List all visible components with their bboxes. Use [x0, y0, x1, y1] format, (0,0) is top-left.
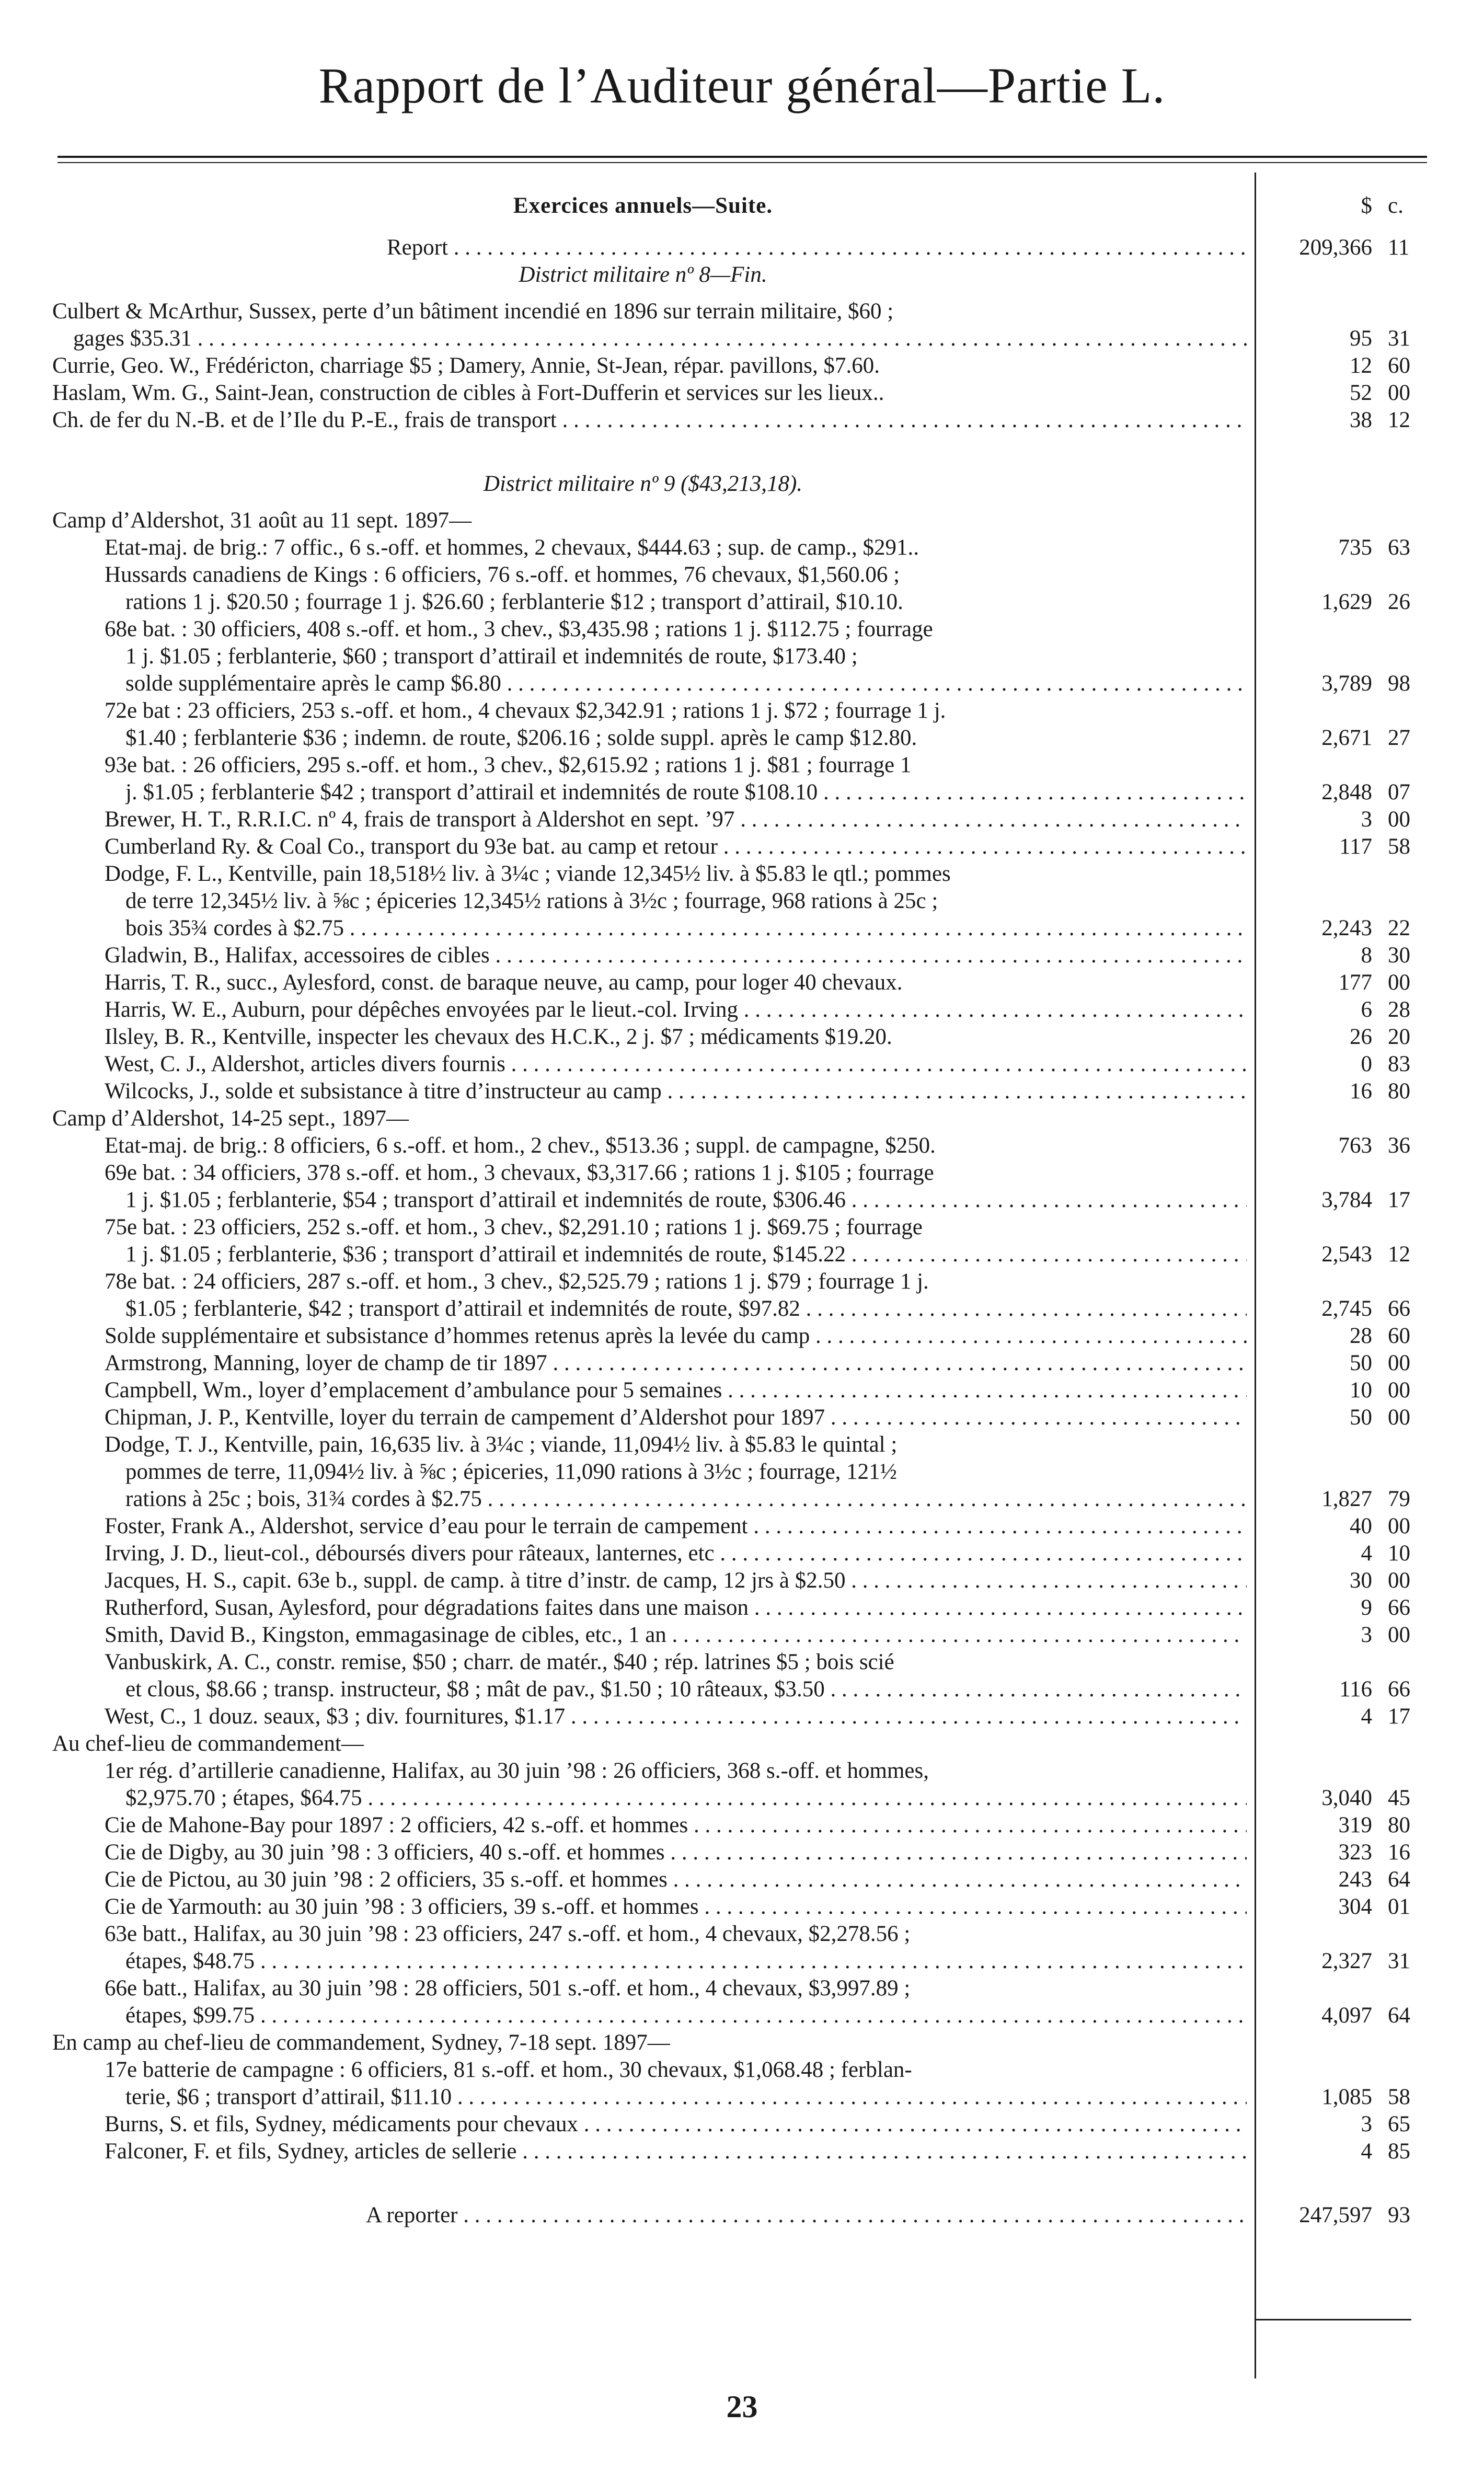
entry-text: Etat-maj. de brig.: 7 offic., 6 s.-off. et hommes, 2 chevaux, $444.63 ; sup. de camp., $291.. [105, 535, 919, 560]
entry-text: Au chef-lieu de commandement— [52, 1731, 364, 1756]
ledger-line [0, 1486, 1484, 1513]
amount-dollars: 95 [1350, 326, 1372, 351]
ledger-line [0, 1078, 1484, 1105]
amount-cents: 93 [1388, 2203, 1410, 2227]
entry-text: 66e batt., Halifax, au 30 juin ’98 : 28 officiers, 501 s.-off. et hom., 4 chevaux, $3,997.89 ; [105, 1976, 911, 2001]
district-title: District militaire nº 9 ($43,213,18). [483, 472, 803, 496]
entry-text: En camp au chef-lieu de commandement, Sydney, 7-18 sept. 1897— [52, 2030, 670, 2055]
entry-text: Rutherford, Susan, Aylesford, pour dégradations faites dans une maison . . . [105, 1594, 1247, 1622]
entry-text: Ilsley, B. R., Kentville, inspecter les chevaux des H.C.K., 2 j. $7 ; médicaments $19.20. [105, 1025, 892, 1049]
amount-dollars: 2,745 [1321, 1296, 1372, 1321]
district-heading [0, 261, 1484, 289]
entry-text: Cie de Pictou, au 30 juin ’98 : 2 officiers, 35 s.-off. et hommes . . . [105, 1866, 1247, 1893]
amount-dollars: 4 [1361, 2139, 1372, 2164]
ledger-line [0, 1866, 1484, 1893]
amount-cents: 66 [1388, 1677, 1410, 1702]
entry-text: 75e bat. : 23 officiers, 252 s.-off. et hom., 3 chev., $2,291.10 ; rations 1 j. $69.75 ; fourrage [105, 1215, 923, 1239]
amount-cents: 98 [1388, 671, 1410, 696]
entry-text: Campbell, Wm., loyer d’emplacement d’ambulance pour 5 semaines . . . [105, 1377, 1247, 1404]
ledger-line [0, 589, 1484, 616]
amount-dollars: 3 [1361, 1623, 1372, 1647]
entry-text: Solde supplémentaire et subsistance d’hommes retenus après la levée du camp . . . [105, 1323, 1247, 1350]
amount-cents: 27 [1388, 726, 1410, 750]
amount-dollars: 6 [1361, 997, 1372, 1022]
entry-text: Wilcocks, J., solde et subsistance à titre d’instructeur au camp . . . [105, 1078, 1247, 1105]
entry-text: terie, $6 ; transport d’attirail, $11.10 . . . [125, 2084, 1247, 2111]
district-title: District militaire nº 8—Fin. [519, 262, 767, 287]
entry-text: gages $35.31 . . . [73, 325, 1247, 352]
amount-cents: 00 [1388, 807, 1410, 832]
cents-column-header: c. [1388, 193, 1404, 218]
entry-text: 1 j. $1.05 ; ferblanterie, $36 ; transport d’attirail et indemnités de route, $145.22 . . . [125, 1241, 1247, 1268]
entry-text: Brewer, H. T., R.R.I.C. nº 4, frais de transport à Aldershot en sept. ’97 . . . [105, 806, 1247, 833]
ledger-line [0, 1567, 1484, 1594]
entry-text: $1.05 ; ferblanterie, $42 ; transport d’attirail et indemnités de route, $97.82 . . . [125, 1295, 1247, 1323]
ledger-line [0, 561, 1484, 589]
entry-text: Armstrong, Manning, loyer de champ de tir 1897 . . . [105, 1350, 1247, 1377]
amount-dollars: 209,366 [1299, 235, 1372, 260]
ledger-line [0, 1404, 1484, 1431]
amount-dollars: 26 [1350, 1025, 1372, 1049]
table-header [0, 192, 1484, 220]
ledger-line [0, 888, 1484, 915]
amount-dollars: 2,671 [1321, 726, 1372, 750]
amount-dollars: 735 [1338, 535, 1372, 560]
entry-text: 63e batt., Halifax, au 30 juin ’98 : 23 officiers, 247 s.-off. et hom., 4 chevaux, $2,278.56 ; [105, 1922, 911, 1946]
amount-dollars: 50 [1350, 1351, 1372, 1375]
amount-cents: 22 [1388, 916, 1410, 940]
amount-dollars: 50 [1350, 1405, 1372, 1430]
amount-dollars: 12 [1350, 353, 1372, 378]
ledger-line [0, 1676, 1484, 1703]
amount-cents: 79 [1388, 1487, 1410, 1511]
amount-dollars: 247,597 [1299, 2203, 1372, 2227]
amount-cents: 00 [1388, 1568, 1410, 1593]
amount-cents: 31 [1388, 1949, 1410, 1973]
entry-text: Dodge, F. L., Kentville, pain 18,518½ liv. à 3¼c ; viande 12,345½ liv. à $5.83 le qtl.; pommes [105, 861, 951, 886]
ledger-line [0, 1431, 1484, 1458]
entry-text: Cie de Mahone-Bay pour 1897 : 2 officiers, 42 s.-off. et hommes . . . [105, 1812, 1247, 1839]
amount-cents: 26 [1388, 590, 1410, 614]
amount-cents: 80 [1388, 1813, 1410, 1837]
amount-dollars: 4 [1361, 1704, 1372, 1729]
entry-text: Gladwin, B., Halifax, accessoires de cibles . . . [105, 942, 1247, 969]
amount-dollars: 3,040 [1321, 1786, 1372, 1810]
entry-text: Vanbuskirk, A. C., constr. remise, $50 ; charr. de matér., $40 ; rép. latrines $5 ; bois scié [105, 1650, 894, 1674]
amount-cents: 64 [1388, 2003, 1410, 2028]
amount-cents: 31 [1388, 326, 1410, 351]
amount-dollars: 0 [1361, 1052, 1372, 1076]
ledger-line [0, 1513, 1484, 1540]
entry-text: de terre 12,345½ liv. à ⅝c ; épiceries 12,345½ rations à 3½c ; fourrage, 968 rations à 25c ; [125, 889, 938, 913]
top-rule-thick [57, 156, 1427, 158]
amount-dollars: 9 [1361, 1595, 1372, 1620]
amount-cents: 66 [1388, 1595, 1410, 1620]
ledger-line [0, 1458, 1484, 1486]
entry-text: Chipman, J. P., Kentville, loyer du terrain de campement d’Aldershot pour 1897 . . . [105, 1404, 1247, 1431]
entry-text: étapes, $48.75 . . . [125, 1948, 1247, 1975]
ledger-line [0, 1323, 1484, 1350]
entry-text: Irving, J. D., lieut-col., déboursés divers pour râteaux, lanternes, etc . . . [105, 1540, 1247, 1567]
amount-dollars: 319 [1338, 1813, 1372, 1837]
ledger-line [0, 833, 1484, 860]
ledger-line [0, 643, 1484, 670]
ledger-line [0, 2138, 1484, 2165]
amount-dollars: 16 [1350, 1079, 1372, 1104]
ledger-line [0, 1649, 1484, 1676]
entry-text: 17e batterie de campagne : 6 officiers, 81 s.-off. et hom., 30 chevaux, $1,068.48 ; ferblan- [105, 2058, 912, 2082]
amount-dollars: 10 [1350, 1378, 1372, 1403]
ledger-line [0, 1159, 1484, 1187]
entry-text: Dodge, T. J., Kentville, pain, 16,635 liv. à 3¼c ; viande, 11,094½ liv. à $5.83 le quintal ; [105, 1432, 898, 1457]
entry-text: rations à 25c ; bois, 31¾ cordes à $2.75 . . . [125, 1486, 1247, 1513]
entry-text: $1.40 ; ferblanterie $36 ; indemn. de route, $206.16 ; solde suppl. après le camp $12.80. [125, 726, 917, 750]
entry-text: Harris, T. R., succ., Aylesford, const. de baraque neuve, au camp, pour loger 40 chevaux. [105, 970, 903, 995]
entry-text: Cie de Yarmouth: au 30 juin ’98 : 3 officiers, 39 s.-off. et hommes . . . [105, 1893, 1247, 1921]
ledger-line [0, 234, 1484, 261]
ledger-line [0, 1540, 1484, 1567]
ledger-line [0, 2029, 1484, 2056]
ledger-line [0, 969, 1484, 996]
ledger-line [0, 1730, 1484, 1757]
amount-cents: 30 [1388, 943, 1410, 968]
ledger-line [0, 2202, 1484, 2229]
entry-text: bois 35¾ cordes à $2.75 . . . [125, 915, 1247, 942]
amount-dollars: 8 [1361, 943, 1372, 968]
amount-cents: 83 [1388, 1052, 1410, 1076]
amount-dollars: 117 [1339, 834, 1372, 859]
ledger-line [0, 1785, 1484, 1812]
ledger-line [0, 915, 1484, 942]
entry-text: 1 j. $1.05 ; ferblanterie, $60 ; transport d’attirail et indemnités de route, $173.40 ; [125, 644, 858, 669]
amount-cents: 00 [1388, 970, 1410, 995]
page-title: Rapport de l’Auditeur général—Partie L. [318, 58, 1166, 113]
amount-cents: 45 [1388, 1786, 1410, 1810]
amount-cents: 00 [1388, 1378, 1410, 1403]
entry-text: Cie de Digby, au 30 juin ’98 : 3 officiers, 40 s.-off. et hommes . . . [105, 1839, 1247, 1866]
entry-text: Harris, W. E., Auburn, pour dépêches envoyées par le lieut.-col. Irving . . . [105, 996, 1247, 1024]
amount-dollars: 243 [1338, 1867, 1372, 1892]
ledger-line [0, 1921, 1484, 1948]
amount-cents: 60 [1388, 1324, 1410, 1348]
ledger-line [0, 1024, 1484, 1051]
ledger-line [0, 380, 1484, 407]
entry-text: A reporter . . . [366, 2202, 1247, 2229]
amount-cents: 80 [1388, 1079, 1410, 1104]
amount-cents: 12 [1388, 1242, 1410, 1267]
ledger-line [0, 1975, 1484, 2002]
ledger-line [0, 507, 1484, 534]
ledger-line [0, 1214, 1484, 1241]
amount-cents: 16 [1388, 1840, 1410, 1865]
entry-text: 1 j. $1.05 ; ferblanterie, $54 ; transport d’attirail et indemnités de route, $306.46 . . . [125, 1187, 1247, 1214]
entry-text: étapes, $99.75 . . . [125, 2002, 1247, 2029]
ledger-line [0, 1268, 1484, 1295]
section-heading: Exercices annuels—Suite. [513, 193, 773, 218]
ledger-line [0, 1594, 1484, 1622]
amount-cents: 65 [1388, 2112, 1410, 2136]
entry-text: West, C., 1 douz. seaux, $3 ; div. fournitures, $1.17 . . . [105, 1703, 1247, 1730]
ledger-line [0, 752, 1484, 779]
ledger-line [0, 942, 1484, 969]
amount-cents: 17 [1388, 1188, 1410, 1212]
entry-text: Ch. de fer du N.-B. et de l’Ile du P.-E., frais de transport . . . [52, 407, 1247, 434]
amount-cents: 00 [1388, 1405, 1410, 1430]
amount-cents: 00 [1388, 381, 1410, 405]
ledger-line [0, 1377, 1484, 1404]
entry-text: Burns, S. et fils, Sydney, médicaments pour chevaux . . . [105, 2111, 1247, 2138]
amount-dollars: 28 [1350, 1324, 1372, 1348]
amount-cents: 00 [1388, 1351, 1410, 1375]
ledger-line [0, 996, 1484, 1024]
amount-cents: 11 [1388, 235, 1410, 260]
entry-text: 93e bat. : 26 officiers, 295 s.-off. et hom., 3 chev., $2,615.92 ; rations 1 j. $81 ; fourrage 1 [105, 753, 912, 777]
ledger-line [0, 725, 1484, 752]
amount-dollars: 3,784 [1321, 1188, 1372, 1212]
entry-text: et clous, $8.66 ; transp. instructeur, $8 ; mât de pav., $1.50 ; 10 râteaux, $3.50 . . . [125, 1676, 1247, 1703]
ledger-line [0, 1051, 1484, 1078]
amount-dollars: 40 [1350, 1514, 1372, 1538]
entry-text: solde supplémentaire après le camp $6.80 . . . [125, 670, 1247, 697]
ledger-line [0, 1703, 1484, 1730]
ledger-line [0, 2111, 1484, 2138]
amount-dollars: 116 [1339, 1677, 1372, 1702]
ledger-line [0, 779, 1484, 806]
amount-dollars: 3,789 [1321, 671, 1372, 696]
ledger-line [0, 1132, 1484, 1159]
entry-text: 72e bat : 23 officiers, 253 s.-off. et hom., 4 chevaux $2,342.91 ; rations 1 j. $72 ; fourrage 1 j. [105, 698, 946, 723]
entry-text: 78e bat. : 24 officiers, 287 s.-off. et hom., 3 chev., $2,525.79 ; rations 1 j. $79 ; fourrage 1 j. [105, 1269, 929, 1294]
ledger-line [0, 670, 1484, 697]
amount-dollars: 177 [1338, 970, 1372, 995]
entry-text: Hussards canadiens de Kings : 6 officiers, 76 s.-off. et hommes, 76 chevaux, $1,560.06 ; [105, 562, 900, 587]
entry-text: rations 1 j. $20.50 ; fourrage 1 j. $26.60 ; ferblanterie $12 ; transport d’attirail, $10.10. [125, 590, 903, 614]
entry-text: Report . . . [387, 234, 1247, 261]
entry-text: Cumberland Ry. & Coal Co., transport du 93e bat. au camp et retour . . . [105, 833, 1247, 860]
ledger-line [0, 1295, 1484, 1323]
entry-text: Currie, Geo. W., Frédéricton, charriage $5 ; Damery, Annie, St-Jean, répar. pavillons, $7.60. [52, 353, 880, 378]
total-rule [1255, 2319, 1411, 2320]
amount-dollars: 38 [1350, 408, 1372, 432]
ledger-line [0, 1622, 1484, 1649]
amount-cents: 58 [1388, 834, 1410, 859]
ledger-line [0, 697, 1484, 725]
entry-text: 68e bat. : 30 officiers, 408 s.-off. et hom., 3 chev., $3,435.98 ; rations 1 j. $112.75 ; fourrage [105, 617, 933, 641]
entry-text: West, C. J., Aldershot, articles divers fournis . . . [105, 1051, 1247, 1078]
district-heading [0, 470, 1484, 498]
ledger-line [0, 2002, 1484, 2029]
amount-dollars: 4 [1361, 1541, 1372, 1566]
ledger-line [0, 1241, 1484, 1268]
ledger-line [0, 1187, 1484, 1214]
amount-cents: 07 [1388, 780, 1410, 804]
amount-cents: 01 [1388, 1894, 1410, 1919]
entry-text: $2,975.70 ; étapes, $64.75 . . . [125, 1785, 1247, 1812]
amount-cents: 00 [1388, 1623, 1410, 1647]
ledger-line [0, 1839, 1484, 1866]
ledger-line [0, 2084, 1484, 2111]
amount-cents: 28 [1388, 997, 1410, 1022]
entry-text: 1er rég. d’artillerie canadienne, Halifax, au 30 juin ’98 : 26 officiers, 368 s.-off. et hommes, [105, 1759, 929, 1783]
entry-text: j. $1.05 ; ferblanterie $42 ; transport d’attirail et indemnités de route $108.10 . . . [125, 779, 1247, 806]
amount-cents: 36 [1388, 1133, 1410, 1158]
ledger-line [0, 1350, 1484, 1377]
ledger-line [0, 1893, 1484, 1921]
amount-cents: 85 [1388, 2139, 1410, 2164]
ledger-line [0, 407, 1484, 434]
amount-cents: 00 [1388, 1514, 1410, 1538]
amount-dollars: 304 [1338, 1894, 1372, 1919]
ledger-line [0, 616, 1484, 643]
amount-dollars: 763 [1338, 1133, 1372, 1158]
amount-dollars: 30 [1350, 1568, 1372, 1593]
entry-text: Etat-maj. de brig.: 8 officiers, 6 s.-off. et hom., 2 chev., $513.36 ; suppl. de campagne, $250. [105, 1133, 936, 1158]
ledger-line [0, 534, 1484, 561]
amount-cents: 10 [1388, 1541, 1410, 1566]
ledger-line [0, 806, 1484, 833]
entry-text: Camp d’Aldershot, 14-25 sept., 1897— [52, 1106, 409, 1131]
amount-dollars: 3 [1361, 2112, 1372, 2136]
entry-text: pommes de terre, 11,094½ liv. à ⅝c ; épiceries, 11,090 rations à 3½c ; fourrage, 121½ [125, 1459, 897, 1484]
amount-cents: 64 [1388, 1867, 1410, 1892]
entry-text: Foster, Frank A., Aldershot, service d’eau pour le terrain de campement . . . [105, 1513, 1247, 1540]
entry-text: Falconer, F. et fils, Sydney, articles de sellerie . . . [105, 2138, 1247, 2165]
amount-cents: 17 [1388, 1704, 1410, 1729]
dollar-column-header: $ [1361, 193, 1372, 218]
entry-text: Culbert & McArthur, Sussex, perte d’un bâtiment incendié en 1896 sur terrain militaire, $60 ; [52, 299, 894, 324]
entry-text: Smith, David B., Kingston, emmagasinage de cibles, etc., 1 an . . . [105, 1622, 1247, 1649]
ledger-line [0, 1948, 1484, 1975]
ledger-line [0, 1757, 1484, 1785]
ledger-line [0, 325, 1484, 352]
amount-cents: 60 [1388, 353, 1410, 378]
entry-text: Haslam, Wm. G., Saint-Jean, construction de cibles à Fort-Dufferin et services sur les lieux.. [52, 381, 884, 405]
ledger-line [0, 298, 1484, 325]
amount-dollars: 52 [1350, 381, 1372, 405]
amount-dollars: 1,827 [1321, 1487, 1372, 1511]
amount-dollars: 2,243 [1321, 916, 1372, 940]
amount-dollars: 1,085 [1321, 2085, 1372, 2109]
amount-cents: 66 [1388, 1296, 1410, 1321]
amount-dollars: 1,629 [1321, 590, 1372, 614]
amount-cents: 12 [1388, 408, 1410, 432]
page-number: 23 [726, 2389, 758, 2424]
amount-dollars: 2,327 [1321, 1949, 1372, 1973]
ledger-line [0, 1812, 1484, 1839]
entry-text: Camp d’Aldershot, 31 août au 11 sept. 1897— [52, 508, 472, 533]
entry-text: 69e bat. : 34 officiers, 378 s.-off. et hom., 3 chevaux, $3,317.66 ; rations 1 j. $105 ; fourrage [105, 1160, 934, 1185]
amount-dollars: 2,543 [1321, 1242, 1372, 1267]
amount-cents: 58 [1388, 2085, 1410, 2109]
amount-dollars: 2,848 [1321, 780, 1372, 804]
top-rule-thin [57, 162, 1427, 163]
entry-text: Jacques, H. S., capit. 63e b., suppl. de camp. à titre d’instr. de camp, 12 jrs à $2.50 . . . [105, 1567, 1247, 1594]
amount-dollars: 3 [1361, 807, 1372, 832]
amount-cents: 20 [1388, 1025, 1410, 1049]
ledger-line [0, 352, 1484, 380]
amount-dollars: 4,097 [1321, 2003, 1372, 2028]
amount-cents: 63 [1388, 535, 1410, 560]
amount-dollars: 323 [1338, 1840, 1372, 1865]
ledger-line [0, 1105, 1484, 1132]
ledger-line [0, 860, 1484, 888]
ledger-line [0, 2056, 1484, 2084]
